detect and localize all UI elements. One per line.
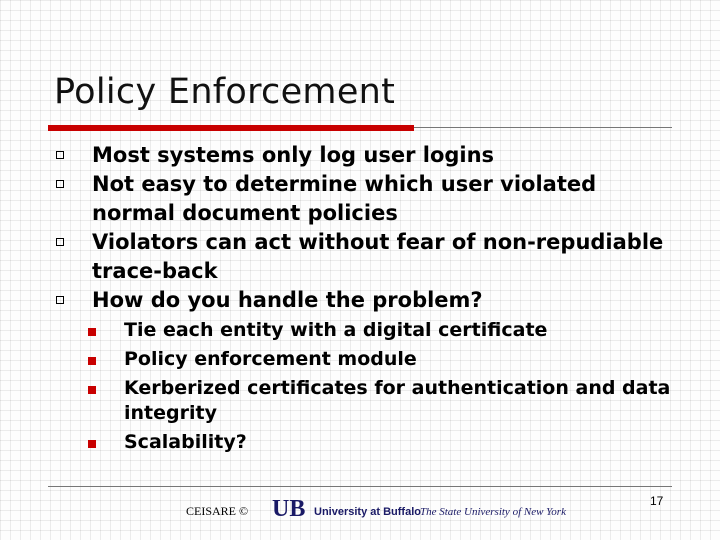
title-rule-line: [414, 127, 672, 128]
university-name: University at Buffalo: [314, 506, 421, 518]
bullet-2: Not easy to determine which user violated normal document policies: [92, 172, 597, 225]
bullet-3: Violators can act without fear of non-repudiable trace-back: [92, 230, 664, 283]
sub-bullet-marker-4: [88, 440, 96, 448]
bullet-4: How do you handle the problem?: [92, 288, 483, 312]
footer-rule: [48, 486, 672, 487]
bullet-marker-4: [56, 296, 64, 304]
ceisare-copyright: CEISARE ©: [186, 504, 249, 518]
bullet-marker-3: [56, 238, 64, 246]
ub-logo-text: UB: [272, 496, 306, 519]
ub-logo: [272, 495, 308, 519]
sub-bullet-4: Scalability?: [124, 431, 247, 453]
sub-bullet-marker-3: [88, 386, 96, 394]
page-number: 17: [650, 494, 664, 508]
bullet-marker-1: [56, 151, 64, 159]
sub-bullet-1: Tie each entity with a digital certificate: [124, 319, 548, 341]
sub-bullet-marker-1: [88, 328, 96, 336]
university-subtitle: The State University of New York: [420, 506, 566, 518]
sub-bullet-2: Policy enforcement module: [124, 348, 417, 370]
bullet-marker-2: [56, 180, 64, 188]
sub-bullet-marker-2: [88, 357, 96, 365]
slide-title: Policy Enforcement: [54, 72, 396, 112]
sub-bullet-3: Kerberized certificates for authentication and data integrity: [124, 377, 671, 424]
bullet-1: Most systems only log user logins: [92, 143, 495, 167]
title-rule-accent: [48, 125, 414, 131]
